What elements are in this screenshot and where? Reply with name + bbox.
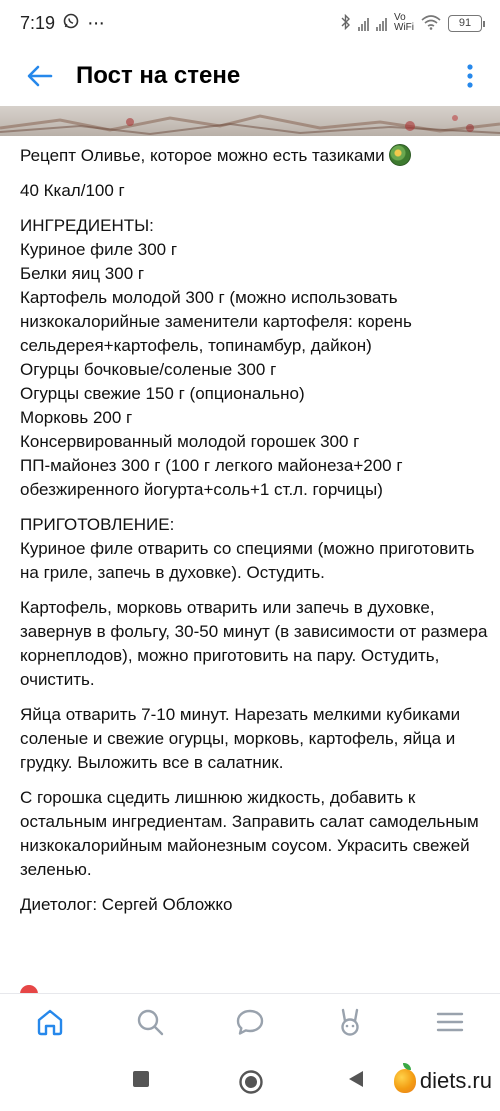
signal-1-icon [358, 16, 369, 31]
bunny-icon [336, 1007, 364, 1037]
preparation-heading: ПРИГОТОВЛЕНИЕ: [20, 515, 175, 534]
nav-messages[interactable] [220, 997, 280, 1047]
post-photo[interactable] [0, 106, 500, 136]
triangle-back-icon [347, 1069, 365, 1089]
recents-button[interactable] [131, 1069, 153, 1091]
preparation-step: Куриное филе отварить со специями (можно приготовить на гриле, запечь в духовке). Остудить. [20, 539, 475, 582]
watermark-text: diets.ru [419, 1068, 492, 1093]
preparation-step: С горошка сцедить лишнюю жидкость, добавить к остальным ингредиентам. Заправить салат самодельным низкокалорийным майонезным соусом. Украсить свежей зеленью. [20, 788, 479, 879]
ingredient-item: Картофель молодой 300 г (можно использовать низкокалорийные заменители картофеля: корень сельдерея+картофель, топинамбур, дайкон) [20, 288, 412, 355]
ingredient-item: Консервированный молодой горошек 300 г [20, 432, 360, 451]
home-icon [35, 1007, 65, 1037]
post-text [20, 140, 490, 917]
ingredient-item: Куриное филе 300 г [20, 240, 178, 259]
page-title: Пост на стене [76, 62, 241, 89]
circle-icon [238, 1069, 264, 1095]
ingredient-item: Огурцы свежие 150 г (опционально) [20, 384, 305, 403]
wifi-icon [421, 14, 441, 33]
battery-indicator: 91 [448, 15, 482, 32]
ingredient-item: Огурцы бочковые/соленые 300 г [20, 360, 277, 379]
back-system-button[interactable] [347, 1069, 369, 1091]
nav-home[interactable] [20, 997, 80, 1047]
post-title-line: Рецепт Оливье, которое можно есть тазиками [20, 146, 385, 165]
message-bubble-icon [235, 1008, 265, 1036]
bluetooth-icon [341, 14, 351, 33]
ingredient-item: Морковь 200 г [20, 408, 133, 427]
nav-search[interactable] [120, 997, 180, 1047]
arrow-left-icon [27, 65, 53, 87]
hamburger-menu-icon [436, 1011, 464, 1033]
preparation-step: Картофель, морковь отварить или запечь в духовке, завернув в фольгу, 30-50 минут (в зависимости от размера корнеплодов), можно приготовить на пару. Остудить, очистить. [20, 598, 488, 689]
back-button[interactable] [0, 46, 80, 106]
bottom-navigation [0, 993, 500, 1049]
ingredient-item: ПП-майонез 300 г (100 г легкого майонеза+200 г обезжиренного йогурта+соль+1 ст.л. горчицы) [20, 456, 403, 499]
app-header [0, 46, 500, 106]
whatsapp-icon [63, 13, 79, 34]
calories-line: 40 Ккал/100 г [20, 181, 125, 200]
status-bar [0, 0, 500, 46]
signal-2-icon [376, 16, 387, 31]
search-icon [136, 1008, 164, 1036]
more-options-button[interactable] [440, 46, 500, 106]
kebab-menu-icon [467, 64, 473, 88]
status-time: 7:19 [20, 12, 56, 33]
preparation-step: Яйца отварить 7-10 минут. Нарезать мелкими кубиками соленые и свежие огурцы, морковь, картофель, яйца и грудку. Выложить все в салатник. [20, 705, 461, 772]
square-icon [131, 1069, 151, 1089]
nav-menu[interactable] [420, 997, 480, 1047]
volte-wifi-icon: Vo WiFi [394, 12, 414, 33]
ingredient-item: Белки яиц 300 г [20, 264, 145, 283]
more-notifications-icon: ··· [87, 12, 105, 34]
salad-emoji-icon [389, 144, 411, 166]
nav-clips[interactable] [320, 997, 380, 1047]
ingredients-heading: ИНГРЕДИЕНТЫ: [20, 216, 154, 235]
home-system-button[interactable] [238, 1069, 260, 1091]
author-line: Диетолог: Сергей Обложко [20, 895, 233, 914]
diets-watermark [394, 1068, 492, 1094]
apple-logo-icon [394, 1069, 416, 1093]
